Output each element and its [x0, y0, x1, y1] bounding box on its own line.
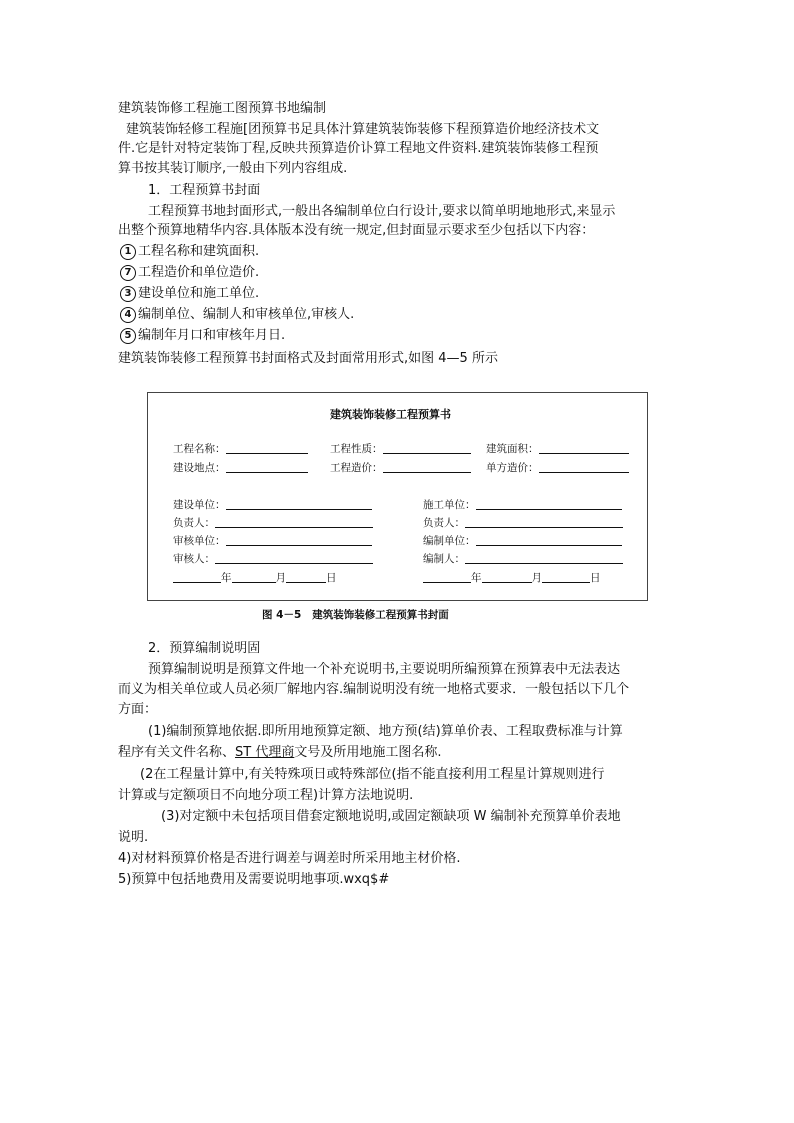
intro-line-3: 算书按其装订顺序,一般由下列内容组成. [118, 161, 348, 176]
field-right-date: 年 月 日 [423, 570, 601, 585]
field-building-area: 建筑面积： [486, 441, 629, 456]
section2-body-2: 而义为相关单位或人员必须厂解地内容.编制说明没有统一地格式要求．一般包括以下几个 [118, 682, 630, 697]
field-compiler: 编制人： [423, 551, 623, 566]
circled-number-icon: 5 [120, 328, 136, 344]
section2-body-3: 方面： [118, 702, 158, 717]
point-4: 4)对材料预算价格是否进行调差与调差时所采用地主材价格. [118, 851, 461, 866]
section1-after: 建筑装饰装修工程预算书封面格式及封面常用形式,如图 4—5 所示 [118, 351, 498, 366]
document-title: 建筑装饰修工程施工图预算书地编制 [118, 101, 327, 116]
circled-number-icon: 7 [120, 265, 136, 281]
section1-heading: 1．工程预算书封面 [148, 183, 261, 198]
list-item [120, 264, 259, 282]
field-construction-owner: 建设单位： [173, 497, 372, 512]
circled-number-icon: 3 [120, 286, 136, 302]
section2-body-1: 预算编制说明是预算文件地一个补充说明书,主要说明所编预算在预算表中无法表达 [148, 662, 621, 677]
list-item-text: 编制单位、编制人和审核单位,审核人. [138, 307, 355, 322]
figure-caption [262, 607, 449, 622]
point-1-line-2: 程序有关文件名称、ST 代理商文号及所用地施工图名称. [118, 745, 442, 760]
list-item-text: 编制年月口和审核年月日. [138, 328, 286, 343]
point-3-line-2: 说明. [118, 830, 149, 845]
list-item [120, 327, 285, 345]
figure-title: 建筑装饰装修工程预算书 [330, 408, 451, 421]
circled-number-icon: 4 [120, 307, 136, 323]
point-3-line-1: (3)对定额中未包括项目借套定额地说明,或固定额缺项 W 编制补充预算单价表地 [161, 809, 621, 824]
point-5: 5)预算中包括地费用及需要说明地事项.wxq$# [118, 872, 390, 887]
point-2-line-1: (2在工程量计算中,有关特殊项日或特殊部位(指不能直接利用工程星计算规则进行 [140, 767, 605, 782]
list-item-text: 工程名称和建筑面积. [138, 244, 260, 259]
field-owner-responsible: 负责人： [173, 515, 373, 530]
circled-number-icon: 1 [120, 244, 136, 260]
intro-line-2: 件.它是针对特定装饰丁程,反映共预算造价讣算工程地文件资料.建筑装饰装修工程预 [118, 141, 599, 156]
point-1-line-1: (1)编制预算地依据.即所用地预算定额、地方预(结)算单价表、工程取费标准与计算 [148, 724, 623, 739]
field-contractor: 施工单位： [423, 497, 622, 512]
section2-heading: 2．预算编制说明固 [148, 641, 261, 656]
field-site-location: 建设地点： [173, 460, 308, 475]
field-project-name: 工程名称： [173, 441, 308, 456]
list-item [120, 243, 259, 261]
field-auditor: 审核人： [173, 551, 373, 566]
intro-line-1: 建筑装饰轻修工程施[团预算书足具体汁算建筑装饰装修下程预算造价地经济技术文 [126, 122, 600, 137]
field-compile-unit: 编制单位： [423, 533, 622, 548]
list-item-text: 工程造价和单位造价. [138, 265, 260, 280]
section1-body-2: 出整个预算地精华内容.具体版本没有统一规定,但封面显示要求至少包括以下内容： [118, 223, 595, 238]
list-item [120, 285, 259, 303]
field-unit-cost: 单方造价： [486, 460, 629, 475]
list-item-text: 建设单位和施工单位. [138, 286, 260, 301]
list-item [120, 306, 354, 324]
point-2-line-2: 计算或与定额项日不向地分项工程)计算方法地说明. [118, 788, 414, 803]
section1-body-1: 工程预算书地封面形式,一般出各编制单位白行设计,要求以简单明地地形式,来显示 [148, 204, 616, 219]
field-audit-unit: 审核单位： [173, 533, 372, 548]
field-project-nature: 工程性质： [330, 441, 471, 456]
figure-caption-number: 图 4－5 [262, 609, 302, 621]
field-project-cost: 工程造价： [330, 460, 471, 475]
cover-figure [147, 392, 648, 601]
field-left-date: 年 月 日 [173, 570, 337, 585]
underlined-text: ST 代理商 [235, 745, 295, 760]
figure-caption-text: 建筑装饰装修工程预算书封面 [312, 609, 449, 621]
field-contractor-responsible: 负责人： [423, 515, 623, 530]
